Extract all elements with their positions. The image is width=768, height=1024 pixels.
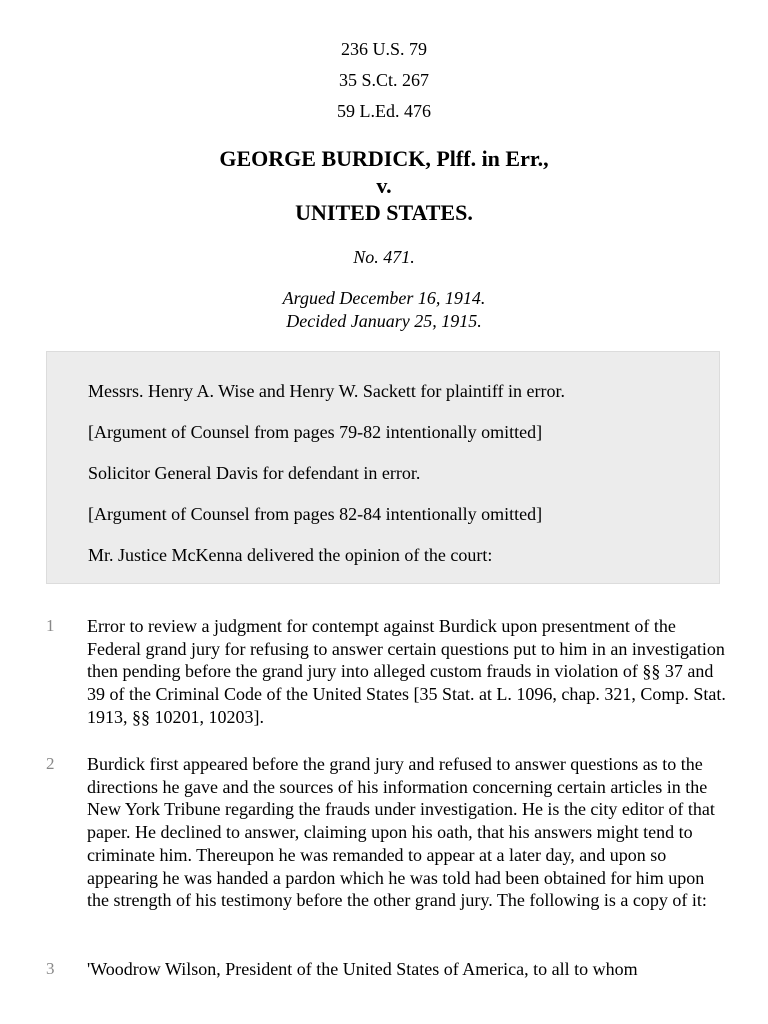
paragraph-text: Error to review a judgment for contempt against Burdick upon presentment of the Federal grand jury for refusing to answer certain questions put to him in an investigation then pending before the grand jury into alleged custom frauds in violation of §§ 37 and 39 of the Criminal Code of the United States [35 Stat. at L. 1096, chap. 321, Comp. Stat. 1913, §§ 10201, 10203]. [87,616,726,727]
counsel-box [46,351,720,584]
paragraph-number: 2 [46,754,55,773]
counsel-omitted-2: [Argument of Counsel from pages 82-84 intentionally omitted] [88,504,543,524]
paragraph-number: 1 [46,616,55,635]
citation-led: 59 L.Ed. 476 [337,101,431,121]
case-title-party1: GEORGE BURDICK, Plff. in Err., [219,146,549,171]
case-dates [0,287,768,333]
case-title-versus: v. [376,173,392,198]
citations [0,0,768,127]
argued-date: Argued December 16, 1914. [282,288,486,308]
docket-number: No. 471. [353,247,415,267]
case-title-party2: UNITED STATES. [295,200,473,225]
counsel-omitted-1: [Argument of Counsel from pages 79-82 intentionally omitted] [88,422,543,442]
case-title [0,145,768,226]
citation-us: 236 U.S. 79 [340,39,427,59]
citation-sct: 35 S.Ct. 267 [338,70,430,90]
counsel-plaintiff: Messrs. Henry A. Wise and Henry W. Sackett for plaintiff in error. [88,381,566,401]
opinion-intro: Mr. Justice McKenna delivered the opinion of the court: [88,545,493,565]
counsel-defendant: Solicitor General Davis for defendant in error. [88,463,421,483]
paragraph-text: Burdick first appeared before the grand jury and refused to answer questions as to the directions he gave and the sources of his information concerning certain articles in the New York Tribune regarding the frauds under investigation. He is the city editor of that paper. He declined to answer, claiming upon his oath, that his answers might tend to criminate him. Thereupon he was remanded to appear at a later day, and upon so appearing he was handed a pardon which he was told had been obtained for him upon the strength of his testimony before the other grand jury. The following is a copy of it: [87,754,715,911]
decided-date: Decided January 25, 1915. [286,311,482,331]
paragraph-text: 'Woodrow Wilson, President of the United States of America, to all to whom [87,959,638,979]
paragraph-number: 3 [46,959,55,978]
